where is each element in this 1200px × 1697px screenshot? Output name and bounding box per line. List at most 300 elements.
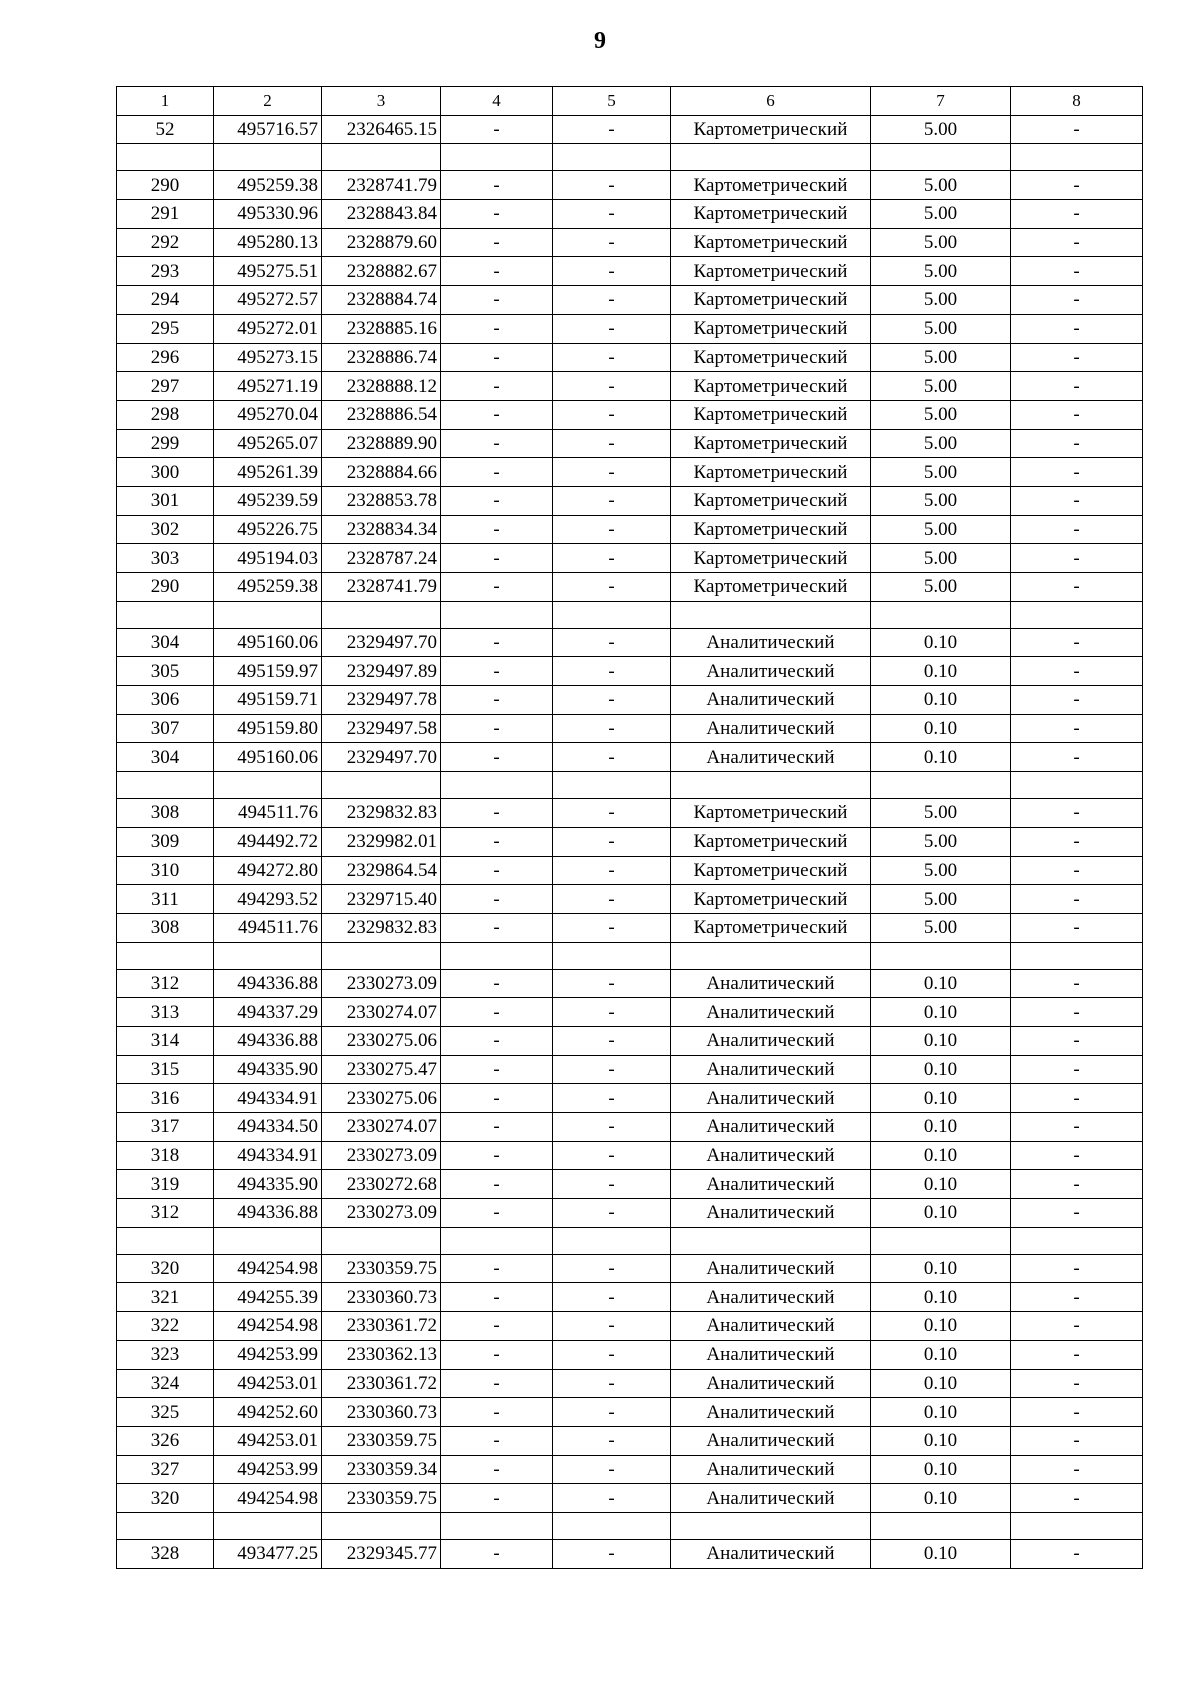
accuracy-cell (871, 601, 1011, 628)
accuracy-cell: 5.00 (871, 458, 1011, 487)
y-coordinate-cell: 2329982.01 (322, 827, 441, 856)
table-row (117, 1141, 1143, 1170)
separator-row (117, 1227, 1143, 1254)
point-number-cell: 315 (117, 1055, 214, 1084)
table-row (117, 257, 1143, 286)
x-coordinate-cell: 493477.25 (214, 1539, 322, 1568)
table-row (117, 314, 1143, 343)
method-cell: Аналитический (671, 1283, 871, 1312)
y-coordinate-cell: 2329715.40 (322, 885, 441, 914)
accuracy-cell (871, 1227, 1011, 1254)
point-number-cell: 313 (117, 998, 214, 1027)
point-number-cell: 300 (117, 458, 214, 487)
y-coordinate-cell: 2330362.13 (322, 1340, 441, 1369)
y-coordinate-cell: 2329497.70 (322, 628, 441, 657)
x-coordinate-cell: 494335.90 (214, 1170, 322, 1199)
method-cell: Аналитический (671, 998, 871, 1027)
point-number-cell: 308 (117, 799, 214, 828)
col-4-cell: - (441, 115, 553, 144)
table-row (117, 1398, 1143, 1427)
point-number-cell: 323 (117, 1340, 214, 1369)
col-4-cell: - (441, 573, 553, 602)
x-coordinate-cell: 494293.52 (214, 885, 322, 914)
method-cell: Картометрический (671, 400, 871, 429)
col-8-cell: - (1011, 1369, 1143, 1398)
col-5-cell (553, 942, 671, 969)
table-row (117, 628, 1143, 657)
table-row (117, 115, 1143, 144)
point-number-cell: 309 (117, 827, 214, 856)
y-coordinate-cell: 2330272.68 (322, 1170, 441, 1199)
y-coordinate-cell: 2329497.89 (322, 657, 441, 686)
column-header: 4 (441, 87, 553, 116)
x-coordinate-cell: 494254.98 (214, 1312, 322, 1341)
col-4-cell: - (441, 343, 553, 372)
x-coordinate-cell: 494511.76 (214, 799, 322, 828)
accuracy-cell: 5.00 (871, 286, 1011, 315)
method-cell: Картометрический (671, 228, 871, 257)
col-5-cell: - (553, 372, 671, 401)
col-8-cell: - (1011, 314, 1143, 343)
col-8-cell: - (1011, 799, 1143, 828)
col-5-cell: - (553, 458, 671, 487)
point-number-cell: 295 (117, 314, 214, 343)
y-coordinate-cell: 2329497.78 (322, 686, 441, 715)
point-number-cell: 320 (117, 1254, 214, 1283)
y-coordinate-cell: 2329345.77 (322, 1539, 441, 1568)
table-row (117, 1055, 1143, 1084)
col-5-cell (553, 772, 671, 799)
col-8-cell (1011, 601, 1143, 628)
method-cell: Картометрический (671, 856, 871, 885)
accuracy-cell: 5.00 (871, 400, 1011, 429)
point-number-cell: 310 (117, 856, 214, 885)
method-cell (671, 601, 871, 628)
y-coordinate-cell: 2328886.74 (322, 343, 441, 372)
method-cell: Аналитический (671, 714, 871, 743)
x-coordinate-cell: 494253.99 (214, 1340, 322, 1369)
table-row (117, 714, 1143, 743)
accuracy-cell: 5.00 (871, 257, 1011, 286)
col-5-cell: - (553, 714, 671, 743)
accuracy-cell: 5.00 (871, 913, 1011, 942)
point-number-cell: 290 (117, 171, 214, 200)
col-5-cell (553, 601, 671, 628)
col-5-cell: - (553, 1170, 671, 1199)
method-cell: Аналитический (671, 969, 871, 998)
col-4-cell: - (441, 1113, 553, 1142)
point-number-cell: 301 (117, 486, 214, 515)
col-8-cell: - (1011, 429, 1143, 458)
accuracy-cell: 0.10 (871, 1312, 1011, 1341)
y-coordinate-cell: 2330361.72 (322, 1369, 441, 1398)
col-4-cell: - (441, 486, 553, 515)
accuracy-cell: 0.10 (871, 743, 1011, 772)
x-coordinate-cell: 494252.60 (214, 1398, 322, 1427)
col-5-cell: - (553, 885, 671, 914)
x-coordinate-cell: 495194.03 (214, 544, 322, 573)
col-8-cell (1011, 1227, 1143, 1254)
accuracy-cell: 0.10 (871, 1369, 1011, 1398)
col-8-cell: - (1011, 743, 1143, 772)
col-5-cell: - (553, 856, 671, 885)
point-number-cell: 296 (117, 343, 214, 372)
table-row (117, 686, 1143, 715)
table-row (117, 1113, 1143, 1142)
col-5-cell: - (553, 1283, 671, 1312)
col-5-cell: - (553, 1084, 671, 1113)
col-8-cell: - (1011, 856, 1143, 885)
col-4-cell: - (441, 1340, 553, 1369)
col-4-cell (441, 1512, 553, 1539)
col-8-cell: - (1011, 714, 1143, 743)
accuracy-cell: 0.10 (871, 1141, 1011, 1170)
point-number-cell: 328 (117, 1539, 214, 1568)
method-cell: Аналитический (671, 686, 871, 715)
col-5-cell: - (553, 171, 671, 200)
accuracy-cell: 0.10 (871, 657, 1011, 686)
col-5-cell: - (553, 1426, 671, 1455)
point-number-cell: 314 (117, 1026, 214, 1055)
col-5-cell: - (553, 686, 671, 715)
col-4-cell: - (441, 969, 553, 998)
point-number-cell (117, 772, 214, 799)
table-row (117, 1199, 1143, 1228)
col-5-cell: - (553, 1340, 671, 1369)
y-coordinate-cell: 2330359.75 (322, 1426, 441, 1455)
col-4-cell: - (441, 1426, 553, 1455)
col-5-cell: - (553, 257, 671, 286)
col-5-cell: - (553, 544, 671, 573)
col-4-cell: - (441, 1455, 553, 1484)
col-8-cell: - (1011, 969, 1143, 998)
x-coordinate-cell: 495159.80 (214, 714, 322, 743)
col-5-cell: - (553, 1539, 671, 1568)
method-cell: Аналитический (671, 1055, 871, 1084)
point-number-cell: 327 (117, 1455, 214, 1484)
x-coordinate-cell (214, 772, 322, 799)
col-4-cell: - (441, 228, 553, 257)
col-8-cell: - (1011, 686, 1143, 715)
col-4-cell: - (441, 686, 553, 715)
accuracy-cell: 0.10 (871, 714, 1011, 743)
table-row (117, 458, 1143, 487)
method-cell: Картометрический (671, 885, 871, 914)
col-8-cell: - (1011, 998, 1143, 1027)
accuracy-cell (871, 772, 1011, 799)
col-4-cell: - (441, 1084, 553, 1113)
accuracy-cell: 0.10 (871, 998, 1011, 1027)
table-row (117, 1026, 1143, 1055)
col-8-cell: - (1011, 1283, 1143, 1312)
method-cell: Картометрический (671, 544, 871, 573)
table-row (117, 1170, 1143, 1199)
point-number-cell (117, 1512, 214, 1539)
separator-row (117, 601, 1143, 628)
accuracy-cell: 5.00 (871, 544, 1011, 573)
x-coordinate-cell: 495270.04 (214, 400, 322, 429)
x-coordinate-cell: 494336.88 (214, 1199, 322, 1228)
separator-row (117, 1512, 1143, 1539)
col-5-cell: - (553, 1026, 671, 1055)
x-coordinate-cell: 495226.75 (214, 515, 322, 544)
accuracy-cell: 0.10 (871, 1199, 1011, 1228)
y-coordinate-cell: 2330273.09 (322, 1199, 441, 1228)
method-cell: Аналитический (671, 657, 871, 686)
table-row (117, 827, 1143, 856)
table-row (117, 200, 1143, 229)
column-header: 5 (553, 87, 671, 116)
col-8-cell: - (1011, 372, 1143, 401)
method-cell: Аналитический (671, 1369, 871, 1398)
col-4-cell: - (441, 799, 553, 828)
col-8-cell: - (1011, 1312, 1143, 1341)
table-header-row (117, 87, 1143, 116)
point-number-cell: 303 (117, 544, 214, 573)
x-coordinate-cell: 495265.07 (214, 429, 322, 458)
method-cell: Аналитический (671, 1484, 871, 1513)
column-header: 2 (214, 87, 322, 116)
x-coordinate-cell: 494253.01 (214, 1369, 322, 1398)
col-5-cell: - (553, 429, 671, 458)
x-coordinate-cell: 495160.06 (214, 628, 322, 657)
coordinates-table (116, 86, 1143, 1569)
x-coordinate-cell: 495271.19 (214, 372, 322, 401)
col-8-cell: - (1011, 544, 1143, 573)
x-coordinate-cell: 494337.29 (214, 998, 322, 1027)
y-coordinate-cell: 2328885.16 (322, 314, 441, 343)
col-8-cell (1011, 1512, 1143, 1539)
col-5-cell: - (553, 998, 671, 1027)
point-number-cell: 318 (117, 1141, 214, 1170)
col-8-cell: - (1011, 1113, 1143, 1142)
col-5-cell: - (553, 1055, 671, 1084)
col-8-cell: - (1011, 885, 1143, 914)
col-5-cell: - (553, 1254, 671, 1283)
y-coordinate-cell: 2328843.84 (322, 200, 441, 229)
point-number-cell: 299 (117, 429, 214, 458)
y-coordinate-cell: 2330361.72 (322, 1312, 441, 1341)
method-cell: Аналитический (671, 1312, 871, 1341)
x-coordinate-cell: 494336.88 (214, 969, 322, 998)
table-row (117, 1312, 1143, 1341)
method-cell: Картометрический (671, 515, 871, 544)
x-coordinate-cell (214, 1227, 322, 1254)
table-row (117, 515, 1143, 544)
accuracy-cell: 5.00 (871, 200, 1011, 229)
col-4-cell (441, 772, 553, 799)
table-row (117, 856, 1143, 885)
method-cell: Картометрический (671, 799, 871, 828)
accuracy-cell: 0.10 (871, 1455, 1011, 1484)
col-8-cell: - (1011, 400, 1143, 429)
point-number-cell: 325 (117, 1398, 214, 1427)
method-cell (671, 144, 871, 171)
accuracy-cell: 0.10 (871, 1026, 1011, 1055)
col-8-cell: - (1011, 486, 1143, 515)
point-number-cell: 292 (117, 228, 214, 257)
col-8-cell: - (1011, 458, 1143, 487)
column-header: 1 (117, 87, 214, 116)
col-5-cell: - (553, 969, 671, 998)
col-4-cell: - (441, 743, 553, 772)
col-4-cell: - (441, 544, 553, 573)
col-5-cell: - (553, 657, 671, 686)
accuracy-cell: 5.00 (871, 429, 1011, 458)
method-cell: Аналитический (671, 1254, 871, 1283)
col-5-cell: - (553, 799, 671, 828)
method-cell: Аналитический (671, 1084, 871, 1113)
y-coordinate-cell: 2328853.78 (322, 486, 441, 515)
col-4-cell: - (441, 998, 553, 1027)
y-coordinate-cell: 2330359.34 (322, 1455, 441, 1484)
x-coordinate-cell: 495259.38 (214, 573, 322, 602)
point-number-cell: 316 (117, 1084, 214, 1113)
col-8-cell: - (1011, 1254, 1143, 1283)
x-coordinate-cell (214, 1512, 322, 1539)
col-8-cell (1011, 772, 1143, 799)
point-number-cell: 298 (117, 400, 214, 429)
x-coordinate-cell: 494492.72 (214, 827, 322, 856)
separator-row (117, 942, 1143, 969)
col-4-cell: - (441, 885, 553, 914)
accuracy-cell: 0.10 (871, 1170, 1011, 1199)
method-cell: Картометрический (671, 314, 871, 343)
col-8-cell: - (1011, 573, 1143, 602)
col-8-cell (1011, 144, 1143, 171)
col-4-cell (441, 601, 553, 628)
method-cell: Аналитический (671, 1141, 871, 1170)
accuracy-cell: 0.10 (871, 1254, 1011, 1283)
y-coordinate-cell: 2326465.15 (322, 115, 441, 144)
point-number-cell: 307 (117, 714, 214, 743)
table-row (117, 1455, 1143, 1484)
method-cell (671, 942, 871, 969)
point-number-cell: 302 (117, 515, 214, 544)
accuracy-cell (871, 144, 1011, 171)
accuracy-cell (871, 942, 1011, 969)
table-row (117, 400, 1143, 429)
y-coordinate-cell: 2330273.09 (322, 1141, 441, 1170)
accuracy-cell: 5.00 (871, 171, 1011, 200)
col-5-cell: - (553, 628, 671, 657)
col-8-cell: - (1011, 1141, 1143, 1170)
y-coordinate-cell: 2329832.83 (322, 799, 441, 828)
point-number-cell (117, 942, 214, 969)
col-5-cell (553, 1512, 671, 1539)
method-cell: Аналитический (671, 1170, 871, 1199)
table-row (117, 1426, 1143, 1455)
col-5-cell: - (553, 743, 671, 772)
accuracy-cell: 5.00 (871, 827, 1011, 856)
col-5-cell: - (553, 573, 671, 602)
x-coordinate-cell: 495239.59 (214, 486, 322, 515)
y-coordinate-cell (322, 1512, 441, 1539)
y-coordinate-cell: 2328879.60 (322, 228, 441, 257)
col-8-cell: - (1011, 257, 1143, 286)
x-coordinate-cell: 495272.01 (214, 314, 322, 343)
accuracy-cell: 5.00 (871, 115, 1011, 144)
table-row (117, 1254, 1143, 1283)
accuracy-cell: 0.10 (871, 1539, 1011, 1568)
col-4-cell (441, 942, 553, 969)
method-cell: Аналитический (671, 743, 871, 772)
col-4-cell: - (441, 372, 553, 401)
col-4-cell: - (441, 1199, 553, 1228)
col-4-cell: - (441, 286, 553, 315)
point-number-cell: 321 (117, 1283, 214, 1312)
col-5-cell: - (553, 1312, 671, 1341)
x-coordinate-cell: 494272.80 (214, 856, 322, 885)
col-4-cell: - (441, 913, 553, 942)
accuracy-cell: 0.10 (871, 969, 1011, 998)
table-row (117, 743, 1143, 772)
col-4-cell (441, 1227, 553, 1254)
accuracy-cell: 5.00 (871, 372, 1011, 401)
point-number-cell: 304 (117, 628, 214, 657)
x-coordinate-cell: 494334.50 (214, 1113, 322, 1142)
col-4-cell: - (441, 1026, 553, 1055)
table-row (117, 286, 1143, 315)
method-cell: Аналитический (671, 1340, 871, 1369)
table-row (117, 1484, 1143, 1513)
x-coordinate-cell: 495716.57 (214, 115, 322, 144)
point-number-cell: 320 (117, 1484, 214, 1513)
point-number-cell: 324 (117, 1369, 214, 1398)
method-cell: Картометрический (671, 257, 871, 286)
x-coordinate-cell: 494336.88 (214, 1026, 322, 1055)
col-5-cell: - (553, 343, 671, 372)
method-cell (671, 772, 871, 799)
method-cell: Картометрический (671, 429, 871, 458)
y-coordinate-cell: 2329497.58 (322, 714, 441, 743)
x-coordinate-cell (214, 942, 322, 969)
col-8-cell: - (1011, 515, 1143, 544)
point-number-cell: 308 (117, 913, 214, 942)
column-header: 6 (671, 87, 871, 116)
y-coordinate-cell: 2330359.75 (322, 1484, 441, 1513)
x-coordinate-cell: 495280.13 (214, 228, 322, 257)
method-cell: Аналитический (671, 628, 871, 657)
col-5-cell: - (553, 1141, 671, 1170)
point-number-cell (117, 1227, 214, 1254)
y-coordinate-cell: 2328888.12 (322, 372, 441, 401)
table-row (117, 429, 1143, 458)
method-cell: Картометрический (671, 200, 871, 229)
x-coordinate-cell: 494254.98 (214, 1484, 322, 1513)
y-coordinate-cell: 2328741.79 (322, 573, 441, 602)
col-4-cell: - (441, 1398, 553, 1427)
col-8-cell: - (1011, 1455, 1143, 1484)
accuracy-cell: 5.00 (871, 314, 1011, 343)
col-8-cell: - (1011, 1084, 1143, 1113)
point-number-cell: 52 (117, 115, 214, 144)
column-header: 8 (1011, 87, 1143, 116)
col-5-cell: - (553, 400, 671, 429)
y-coordinate-cell (322, 601, 441, 628)
y-coordinate-cell: 2330359.75 (322, 1254, 441, 1283)
accuracy-cell: 0.10 (871, 628, 1011, 657)
point-number-cell: 312 (117, 1199, 214, 1228)
x-coordinate-cell: 494334.91 (214, 1141, 322, 1170)
col-8-cell: - (1011, 343, 1143, 372)
col-5-cell: - (553, 827, 671, 856)
table-row (117, 657, 1143, 686)
method-cell: Картометрический (671, 913, 871, 942)
col-8-cell: - (1011, 200, 1143, 229)
accuracy-cell: 5.00 (871, 885, 1011, 914)
col-5-cell: - (553, 115, 671, 144)
